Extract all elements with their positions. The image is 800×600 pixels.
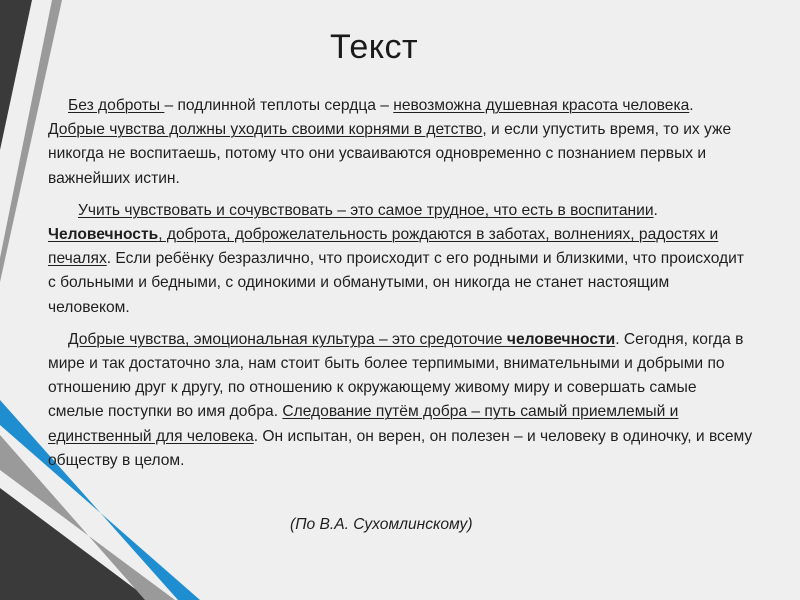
- p1-underlined-1: Без доброты: [68, 97, 165, 114]
- p1-text-2: .: [689, 97, 694, 114]
- slide-title: Текст: [330, 28, 419, 66]
- paragraph-3: [48, 328, 754, 473]
- p2-underlined-1: Учить чувствовать и сочувствовать – это самое трудное, что есть в воспитании: [78, 201, 654, 219]
- p1-underlined-2: невозможна душевная красота человека: [393, 97, 690, 114]
- p2-underlined-2: , доброта, доброжелательность рождаются в заботах, волнениях, радостях и печалях: [48, 226, 719, 268]
- paragraph-1: [48, 94, 754, 191]
- source-attribution: (По В.А. Сухомлинскому): [290, 516, 473, 533]
- p3-text-2: . Он испытан, он верен, он полезен – и человеку в одиночку, и всему обществу в целом.: [48, 427, 753, 469]
- p1-text-1: – подлинной теплоты сердца –: [164, 97, 394, 114]
- paragraph-2: [48, 199, 754, 320]
- p3-underlined-2: Следование путём добра – путь самый приемлемый и единственный для человека: [48, 403, 679, 445]
- p3-underlined-1: Добрые чувства, эмоциональная культура – это средоточие: [68, 330, 507, 348]
- body-text: [48, 94, 754, 481]
- p3-text-1: . Сегодня, когда в мире и так достаточно зла, нам стоит быть более терпимыми, внимательными и добрыми по отношению друг к другу, по отношению к окружающему живому миру и совершать самые смелые поступки во имя добра.: [48, 330, 744, 421]
- p2-bold-underlined: Человечность: [48, 226, 159, 244]
- p1-text-3: , и если упустить время, то их уже никогда не воспитаешь, потому что они усваиваются одновременно с познанием первых и важнейших истин.: [48, 121, 732, 187]
- p2-text-1: .: [653, 201, 658, 219]
- p2-text-2: . Если ребёнку безразлично, что происходит с его родными и близкими, что происходит с больными и бедными, с одинокими и обманутыми, он никогда не станет настоящим человеком.: [48, 250, 744, 316]
- p3-bold-underlined: человечности: [506, 330, 616, 348]
- stripe-dark-bottom: [0, 488, 150, 600]
- p1-underlined-3: Добрые чувства должны уходить своими корнями в детство: [48, 121, 483, 139]
